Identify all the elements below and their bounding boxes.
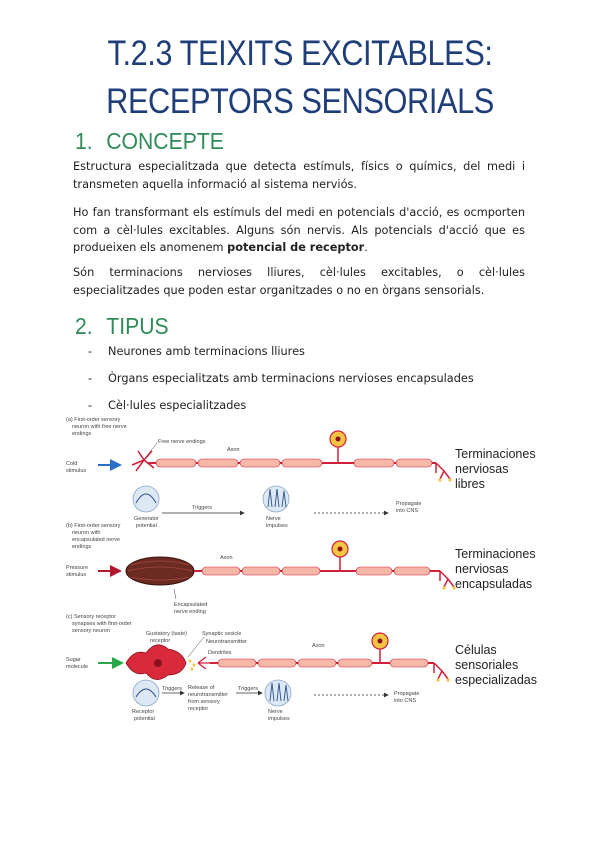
panel-c-caption-2: synapses with first-order [72, 621, 132, 627]
receptor-potential-label-1: Receptor [132, 709, 155, 715]
dendrites-label: Dendrites [208, 650, 232, 656]
section-title: CONCEPTE [106, 128, 224, 154]
paragraph-types-summary: Són terminacions nervioses lliures, cèl·lules excitables, o cèl·lules especialitzades que poden estar organitzades o no en òrgans sensorials. [73, 266, 525, 297]
list-dash: - [88, 399, 93, 412]
receptor-label-1: Gustatory (taste) [146, 631, 187, 637]
release-label-3: from sensory [188, 699, 220, 705]
encapsulated-label-1: Encapsulated [174, 602, 208, 608]
axon-label: Axon [227, 447, 240, 453]
paragraph-text: Ho fan transformant els estímuls del medi en potencials d'acció, es ocmporten com a cèl·lules excitables. Alguns són nervis. Als potencials d'acció que es produeixen els anomenem [73, 206, 525, 254]
neurotransmitter-label: Neurotransmitter [206, 639, 247, 645]
list-item-text: Òrgans especialitzats amb terminacions nervioses encapsulades [108, 372, 474, 385]
axon-terminal [440, 571, 454, 587]
section-number: 2. [75, 313, 93, 339]
list-item [88, 344, 305, 360]
list-item [88, 398, 246, 414]
nerve-impulses-label-2: impulses [268, 716, 290, 722]
release-label-1: Release of [188, 685, 215, 691]
panel-c-caption-3: sensory neuron [72, 628, 110, 634]
triggers-label: Triggers [192, 505, 212, 511]
axon-label: Axon [220, 555, 233, 561]
panel-a-caption-1: (a) First-order sensory [66, 417, 121, 423]
synaptic-vesicle-label: Synaptic vesicle [202, 631, 242, 637]
receptor-label-2: receptor [150, 638, 171, 644]
encapsulated-label-2: nerve ending [174, 609, 206, 615]
panel-c-caption-1: (c) Sensory receptor [66, 614, 116, 620]
page-title-line1: T.2.3 TEIXITS EXCITABLES: [107, 34, 493, 73]
list-dash: - [88, 372, 93, 385]
panel-a [66, 417, 452, 529]
receptor-potential-label-2: potential [134, 716, 155, 722]
panel-b [66, 523, 456, 615]
panel-b-caption-4: endings [72, 544, 92, 550]
panel-a-caption-2: neuron with free nerve [72, 424, 127, 430]
panel-b-stimulus-2: stimulus [66, 572, 87, 578]
propagate-label-2: into CNS [396, 508, 419, 514]
free-nerve-ending [132, 451, 154, 471]
release-label-2: neurotransmitter [188, 692, 229, 698]
panel-c-stimulus-2: molecule [66, 664, 89, 670]
page-title [36, 30, 564, 126]
free-endings-label: Free nerve endings [158, 439, 206, 445]
panel-c-stimulus-1: Sugar [66, 657, 81, 663]
panel-b-caption-2: neuron with [72, 530, 101, 536]
panel-a-stimulus-2: stimulus [66, 468, 87, 474]
dendrites [198, 657, 210, 669]
panel-b-caption-1: (b) First-order sensory [66, 523, 121, 529]
bold-term: potencial de receptor [227, 241, 365, 254]
myelin-sheath [218, 659, 428, 667]
axon-terminal [434, 663, 448, 679]
propagate-label-1: Propagate [396, 501, 422, 507]
axon-terminal [436, 463, 450, 479]
paragraph-end: . [364, 241, 368, 254]
side-label-free-endings: Terminaciones nerviosas libres [455, 447, 536, 491]
side-label-encapsulated-endings: Terminaciones nerviosas encapsuladas [455, 547, 536, 591]
paragraph-definition: Estructura especialitzada que detecta estímuls, físics o químics, del medi i transmeten aquella informació al sistema nerviós. [73, 160, 525, 191]
generator-label-1: Generator [134, 516, 159, 522]
generator-potential-graph [133, 486, 159, 512]
list-dash: - [88, 345, 93, 358]
nerve-impulses-label-1: Nerve [266, 516, 281, 522]
propagate-label-1: Propagate [394, 691, 420, 697]
panel-b-stimulus-1: Pressure [66, 565, 89, 571]
list-item [88, 371, 474, 387]
list-item-text: Neurones amb terminacions lliures [108, 345, 305, 358]
paragraph-transformation [73, 204, 525, 257]
section-heading-concepte [75, 128, 224, 155]
axon-label: Axon [312, 643, 325, 649]
receptor-potential-graph [133, 680, 159, 706]
triggers-label-1: Triggers [162, 686, 182, 692]
myelin-sheath [202, 567, 430, 575]
panel-a-stimulus-1: Cold [66, 461, 78, 467]
panel-a-caption-3: endings [72, 431, 92, 437]
section-title: TIPUS [106, 313, 169, 339]
page-title-line2: RECEPTORS SENSORIALS [106, 82, 494, 121]
generator-label-2: potential [136, 523, 157, 529]
list-item-text: Cèl·lules especialitzades [108, 399, 247, 412]
side-label-specialized-cells: Células sensoriales especializadas [455, 643, 537, 687]
section-number: 1. [75, 128, 93, 154]
section-heading-tipus [75, 313, 169, 340]
panel-c [66, 614, 450, 722]
nerve-impulses-label-2: impulses [266, 523, 288, 529]
propagate-label-2: into CNS [394, 698, 417, 704]
release-label-4: receptor [188, 706, 209, 712]
panel-b-caption-3: encapsulated nerve [72, 537, 121, 543]
triggers-label-2: Triggers [238, 686, 258, 692]
nerve-impulses-label-1: Nerve [268, 709, 283, 715]
